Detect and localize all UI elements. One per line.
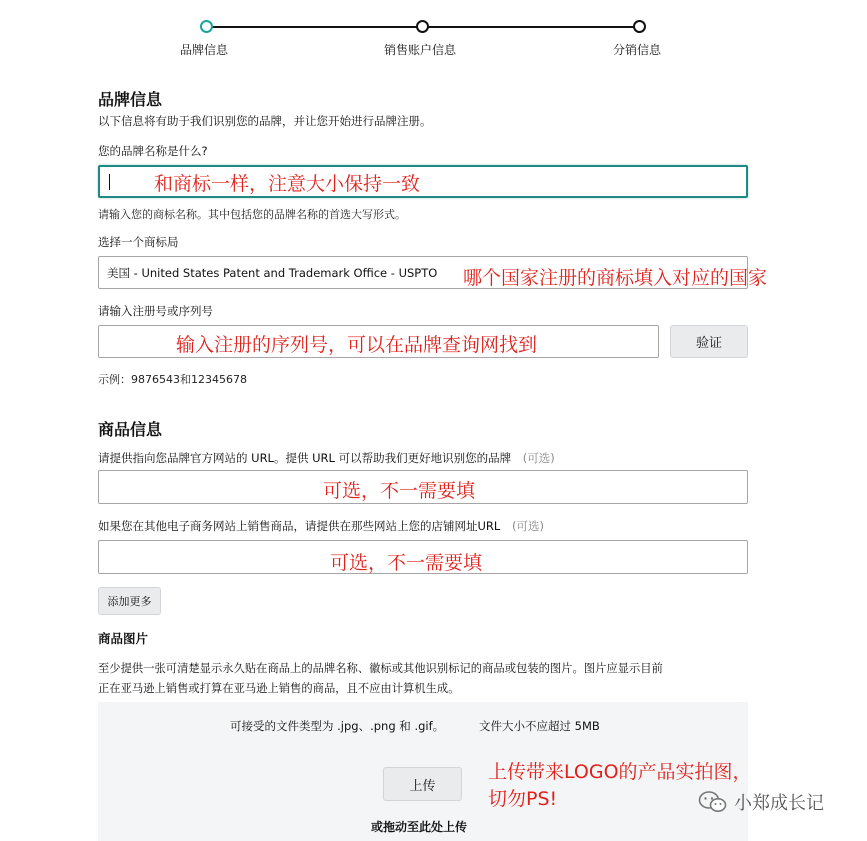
upload-button[interactable]: 上传: [383, 767, 462, 801]
store-url-label: [98, 518, 544, 534]
accepted-file-types: 可接受的文件类型为 .jpg、.png 和 .gif。: [230, 719, 445, 733]
trademark-office-value: 美国 - United States Patent and Trademark Office - USPTO: [107, 265, 438, 280]
max-file-size: 文件大小不应超过 5MB: [479, 719, 600, 733]
store-url-optional: (可选): [511, 519, 544, 533]
annotation-trademark-office: 哪个国家注册的商标填入对应的国家: [463, 267, 768, 289]
product-images-title: 商品图片: [98, 631, 149, 646]
watermark-text: 小郑成长记: [734, 793, 824, 814]
annotation-brand-name: 和商标一样，注意大小保持一致: [154, 173, 421, 195]
brand-section-intro: 以下信息将有助于我们识别您的品牌，并让您开始进行品牌注册。: [98, 114, 432, 128]
product-images-desc-1: 至少提供一张可清楚显示永久贴在商品上的品牌名称、徽标或其他识别标记的商品或包装的图片。图片应显示目前: [98, 662, 663, 675]
step-2-label[interactable]: 销售账户信息: [384, 43, 457, 57]
annotation-brand-url: 可选，不一需要填: [323, 480, 476, 502]
product-section-title: 商品信息: [98, 420, 163, 439]
step-1-dot[interactable]: [200, 20, 213, 33]
brand-name-label: 您的品牌名称是什么?: [98, 144, 208, 158]
annotation-upload-line-1: 上传带来LOGO的产品实拍图，: [488, 761, 752, 783]
annotation-upload-line-2: 切勿PS!: [488, 788, 558, 810]
verify-button[interactable]: 验证: [670, 325, 748, 358]
add-more-button[interactable]: 添加更多: [98, 587, 161, 615]
step-1-label[interactable]: 品牌信息: [180, 43, 229, 57]
text-cursor: [109, 174, 110, 190]
step-2-dot[interactable]: [416, 20, 429, 33]
annotation-serial-number: 输入注册的序列号，可以在品牌查询网找到: [176, 334, 538, 356]
trademark-office-label: 选择一个商标局: [98, 235, 179, 249]
step-3-dot[interactable]: [633, 20, 646, 33]
brand-name-hint: 请输入您的商标名称。其中包括您的品牌名称的首选大写形式。: [98, 208, 406, 221]
brand-url-label: [98, 450, 555, 466]
watermark: [698, 789, 824, 815]
drag-to-upload-text: 或拖动至此处上传: [371, 820, 468, 834]
brand-url-optional: (可选): [522, 451, 555, 465]
annotation-store-url: 可选，不一需要填: [330, 552, 483, 574]
product-images-desc-2: 正在亚马逊上销售或打算在亚马逊上销售的商品，且不应由计算机生成。: [98, 682, 460, 695]
brand-url-label-text: 请提供指向您品牌官方网站的 URL。提供 URL 可以帮助我们更好地识别您的品牌: [98, 451, 512, 465]
stepper-line-1: [211, 26, 417, 28]
step-3-label[interactable]: 分销信息: [613, 43, 662, 57]
stepper-line-2: [428, 26, 634, 28]
brand-section-title: 品牌信息: [98, 90, 163, 109]
wechat-icon: [698, 790, 728, 814]
store-url-label-text: 如果您在其他电子商务网站上销售商品，请提供在那些网站上您的店铺网址URL: [98, 519, 501, 533]
serial-number-label: 请输入注册号或序列号: [98, 304, 213, 318]
serial-example: 示例：9876543和12345678: [98, 373, 247, 386]
